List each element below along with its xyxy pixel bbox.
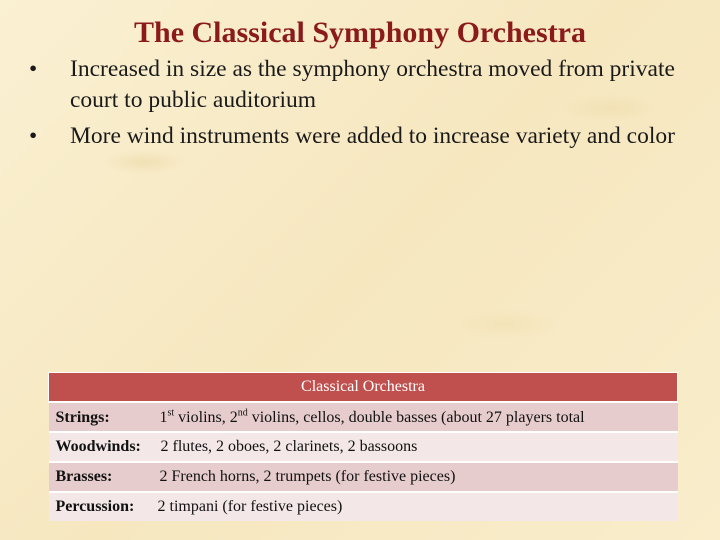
strings-label: Strings:	[55, 408, 110, 426]
percussion-label: Percussion:	[55, 498, 135, 515]
brasses-value: 2 French horns, 2 trumpets (for festive pieces)	[159, 468, 456, 485]
percussion-value: 2 timpani (for festive pieces)	[157, 498, 343, 515]
woodwinds-label: Woodwinds:	[55, 438, 141, 455]
orchestra-table	[48, 372, 678, 521]
table-row-strings	[49, 402, 678, 432]
table-row-woodwinds	[49, 432, 678, 462]
table-header: Classical Orchestra	[49, 373, 678, 403]
table-row-percussion	[49, 492, 678, 521]
slide-title: The Classical Symphony Orchestra	[134, 16, 586, 49]
bullet-item	[26, 54, 706, 116]
brasses-label: Brasses:	[55, 468, 113, 485]
bullet-item	[26, 121, 706, 152]
table-row-brasses	[49, 462, 678, 492]
strings-value: 1st violins, 2nd violins, cellos, double basses (about 27 players total	[159, 407, 585, 426]
woodwinds-cell	[49, 432, 678, 462]
table-header-row	[49, 373, 678, 403]
bullet-text: More wind instruments were added to increase variety and color	[70, 123, 675, 149]
strings-cell	[49, 402, 678, 432]
bullet-list	[26, 54, 706, 157]
brasses-cell	[49, 462, 678, 492]
bullet-dot-icon: •	[29, 123, 38, 149]
bullet-dot-icon: •	[29, 56, 38, 82]
woodwinds-value: 2 flutes, 2 oboes, 2 clarinets, 2 bassoons	[160, 438, 418, 455]
bullet-text: Increased in size as the symphony orchestra moved from private court to public auditorium	[70, 56, 675, 113]
percussion-cell	[49, 492, 678, 521]
